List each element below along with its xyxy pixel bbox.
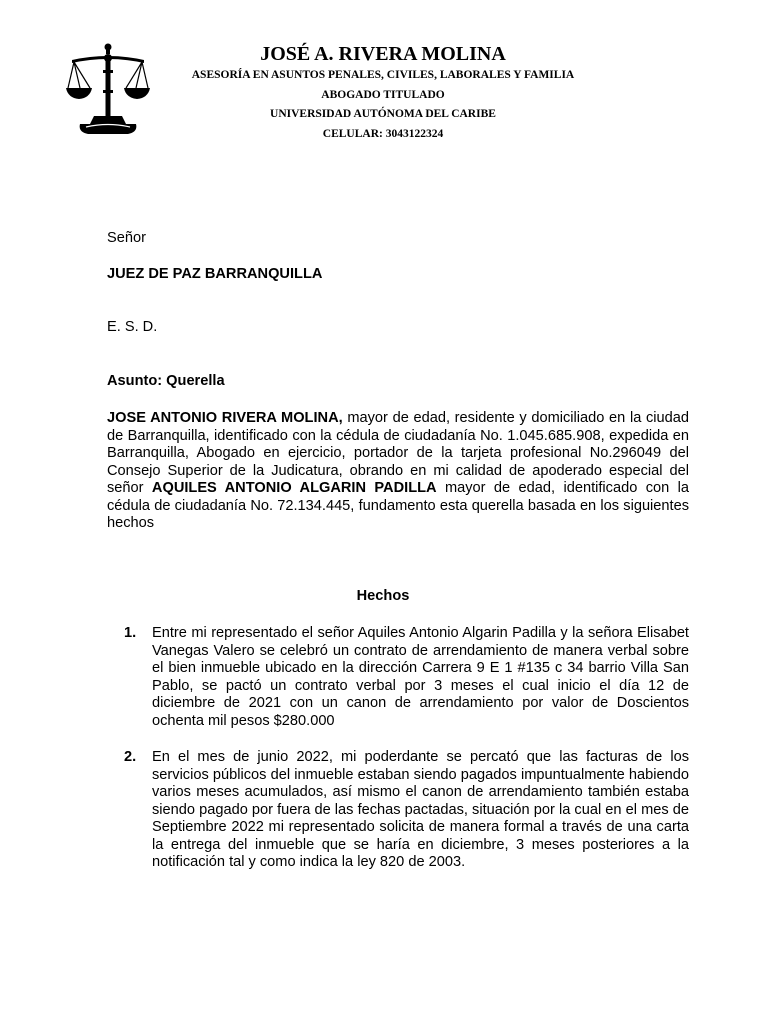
fact-number: 2. [124,749,137,765]
lawyer-full-name: JOSE ANTONIO RIVERA MOLINA, [107,410,343,426]
list-item [124,625,689,730]
facts-list [124,625,689,891]
lawyer-university: UNIVERSIDAD AUTÓNOMA DEL CARIBE [270,108,496,120]
facts-title: Hechos [356,588,410,604]
esd-line: E. S. D. [107,319,158,335]
list-item [124,749,689,872]
addressee: JUEZ DE PAZ BARRANQUILLA [107,266,323,282]
scales-of-justice-icon [66,40,150,136]
lawyer-title: ABOGADO TITULADO [321,88,445,101]
fact-text: Entre mi representado el señor Aquiles Antonio Algarin Padilla y la señora Elisabet Vanegas Valero se celebró un contrato de arrendamiento de manera verbal sobre el bien inmueble ubicado en la dirección Carrera 9 E 1 #135 c 34 barrio Villa San Pablo, se pactó un contrato verbal por 3 meses el cual inicio el día 12 de diciembre de 2021 con un canon de arrendamiento por valor de Doscientos ochenta mil pesos $280.000 [152,625,689,729]
lawyer-specialty: ASESORÍA EN ASUNTOS PENALES, CIVILES, LABORALES Y FAMILIA [191,69,575,81]
subject-line: Asunto: Querella [107,373,225,389]
lawyer-phone: CELULAR: 3043122324 [322,127,444,140]
fact-text: En el mes de junio 2022, mi poderdante se percató que las facturas de los servicios públicos del inmueble estaban siendo pagados impuntualmente habiendo varios meses acumulados, así mismo el canon de arrendamiento también estaba siendo pagado por fuera de las fechas pactadas, situación por la cual en el mes de Septiembre 2022 mi representado solicita de manera formal a través de una carta la entrega del inmueble que se haría en diciembre, 3 meses posteriores a la notificación tal y como indica la ley 820 de 2003. [152,749,689,870]
fact-number: 1. [124,625,137,641]
intro-paragraph [107,410,689,533]
intro-text-1: mayor de edad, residente y domiciliado en la ciudad de Barranquilla, identificado con la cédula de ciudadanía No. 1.045.685.908, expedida en Barranquilla, Abogado en ejercicio, portador de la tarjeta profesional No.296049 del Consejo Superior de la Judicatura, obrando en mi calidad de apoderado especial del señor [107,410,689,496]
intro-text-2: mayor de edad, identificado con la cédula de ciudadanía No. 72.134.445, fundamento esta querella basada en los siguientes hechos [107,480,690,531]
client-name: AQUILES ANTONIO ALGARIN PADILLA [151,480,437,496]
salutation: Señor [107,230,146,246]
letterhead [160,42,606,144]
lawyer-name: JOSÉ A. RIVERA MOLINA [260,43,506,65]
